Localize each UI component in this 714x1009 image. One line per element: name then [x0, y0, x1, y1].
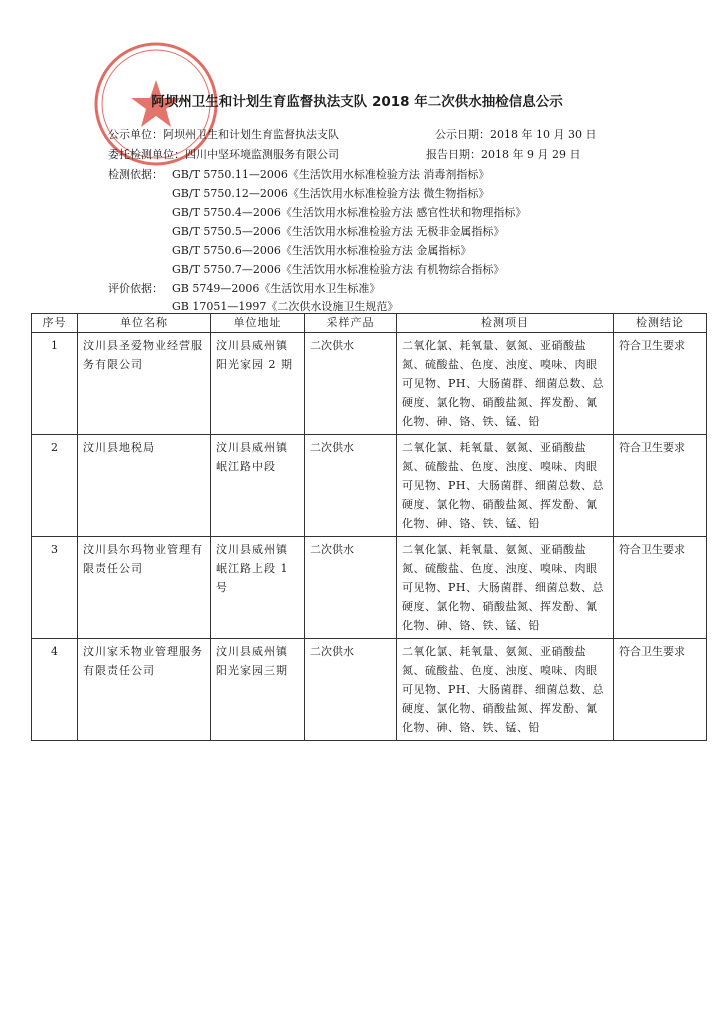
publish-date: 公示日期：2018 年 10 月 30 日	[435, 128, 597, 141]
basis-label: 检测依据：	[108, 168, 163, 181]
basis-item: GB/T 5750.4—2006《生活饮用水标准检验方法 感官性状和物理指标》	[172, 206, 527, 219]
cell-address: 汶川县威州镇岷江路上段 1 号	[211, 537, 305, 639]
cell-unit: 汶川县地税局	[78, 435, 211, 537]
header-result: 检测结论	[614, 314, 707, 333]
header-product: 采样产品	[305, 314, 397, 333]
cell-result: 符合卫生要求	[614, 333, 707, 435]
cell-no: 2	[32, 435, 78, 537]
header-no: 序号	[32, 314, 78, 333]
basis-item: GB/T 5750.5—2006《生活饮用水标准检验方法 无极非金属指标》	[172, 225, 505, 238]
testing-lab: 委托检测单位：四川中坚环境监测服务有限公司	[108, 148, 339, 161]
cell-no: 3	[32, 537, 78, 639]
cell-unit: 汶川县尔玛物业管理有限责任公司	[78, 537, 211, 639]
eval-item: GB 17051—1997《二次供水设施卫生规范》	[172, 300, 399, 313]
basis-item: GB/T 5750.6—2006《生活饮用水标准检验方法 金属指标》	[172, 244, 472, 257]
header-address: 单位地址	[211, 314, 305, 333]
cell-items: 二氧化氯、耗氧量、氨氮、亚硝酸盐氮、硫酸盐、色度、浊度、嗅味、肉眼可见物、PH、大肠菌群、细菌总数、总硬度、氯化物、硝酸盐氮、挥发酚、氰化物、砷、铬、铁、锰、铅	[397, 537, 614, 639]
eval-item: GB 5749—2006《生活饮用水卫生标准》	[172, 282, 381, 295]
inspection-table	[31, 313, 707, 741]
cell-address: 汶川县威州镇阳光家园三期	[211, 639, 305, 741]
basis-item: GB/T 5750.7—2006《生活饮用水标准检验方法 有机物综合指标》	[172, 263, 505, 276]
cell-product: 二次供水	[305, 435, 397, 537]
cell-address: 汶川县威州镇阳光家园 2 期	[211, 333, 305, 435]
table-row	[32, 333, 707, 435]
cell-no: 4	[32, 639, 78, 741]
basis-item: GB/T 5750.12—2006《生活饮用水标准检验方法 微生物指标》	[172, 187, 490, 200]
cell-product: 二次供水	[305, 537, 397, 639]
cell-product: 二次供水	[305, 639, 397, 741]
table-row	[32, 537, 707, 639]
cell-result: 符合卫生要求	[614, 639, 707, 741]
table-row	[32, 435, 707, 537]
page-title: 阿坝州卫生和计划生育监督执法支队 2018 年二次供水抽检信息公示	[151, 94, 563, 110]
table-row	[32, 639, 707, 741]
publisher: 公示单位：阿坝州卫生和计划生育监督执法支队	[108, 128, 339, 141]
eval-label: 评价依据：	[108, 282, 163, 295]
cell-no: 1	[32, 333, 78, 435]
cell-address: 汶川县威州镇岷江路中段	[211, 435, 305, 537]
cell-unit: 汶川家禾物业管理服务有限责任公司	[78, 639, 211, 741]
header-unit: 单位名称	[78, 314, 211, 333]
cell-result: 符合卫生要求	[614, 435, 707, 537]
cell-items: 二氧化氯、耗氧量、氨氮、亚硝酸盐氮、硫酸盐、色度、浊度、嗅味、肉眼可见物、PH、大肠菌群、细菌总数、总硬度、氯化物、硝酸盐氮、挥发酚、氰化物、砷、铬、铁、锰、铅	[397, 639, 614, 741]
cell-items: 二氧化氯、耗氧量、氨氮、亚硝酸盐氮、硫酸盐、色度、浊度、嗅味、肉眼可见物、PH、大肠菌群、细菌总数、总硬度、氯化物、硝酸盐氮、挥发酚、氰化物、砷、铬、铁、锰、铅	[397, 435, 614, 537]
table-header-row	[32, 314, 707, 333]
cell-unit: 汶川县圣爱物业经营服务有限公司	[78, 333, 211, 435]
report-date: 报告日期：2018 年 9 月 29 日	[426, 148, 581, 161]
cell-result: 符合卫生要求	[614, 537, 707, 639]
basis-item: GB/T 5750.11—2006《生活饮用水标准检验方法 消毒剂指标》	[172, 168, 490, 181]
header-items: 检测项目	[397, 314, 614, 333]
cell-items: 二氧化氯、耗氧量、氨氮、亚硝酸盐氮、硫酸盐、色度、浊度、嗅味、肉眼可见物、PH、大肠菌群、细菌总数、总硬度、氯化物、硝酸盐氮、挥发酚、氰化物、砷、铬、铁、锰、铅	[397, 333, 614, 435]
cell-product: 二次供水	[305, 333, 397, 435]
